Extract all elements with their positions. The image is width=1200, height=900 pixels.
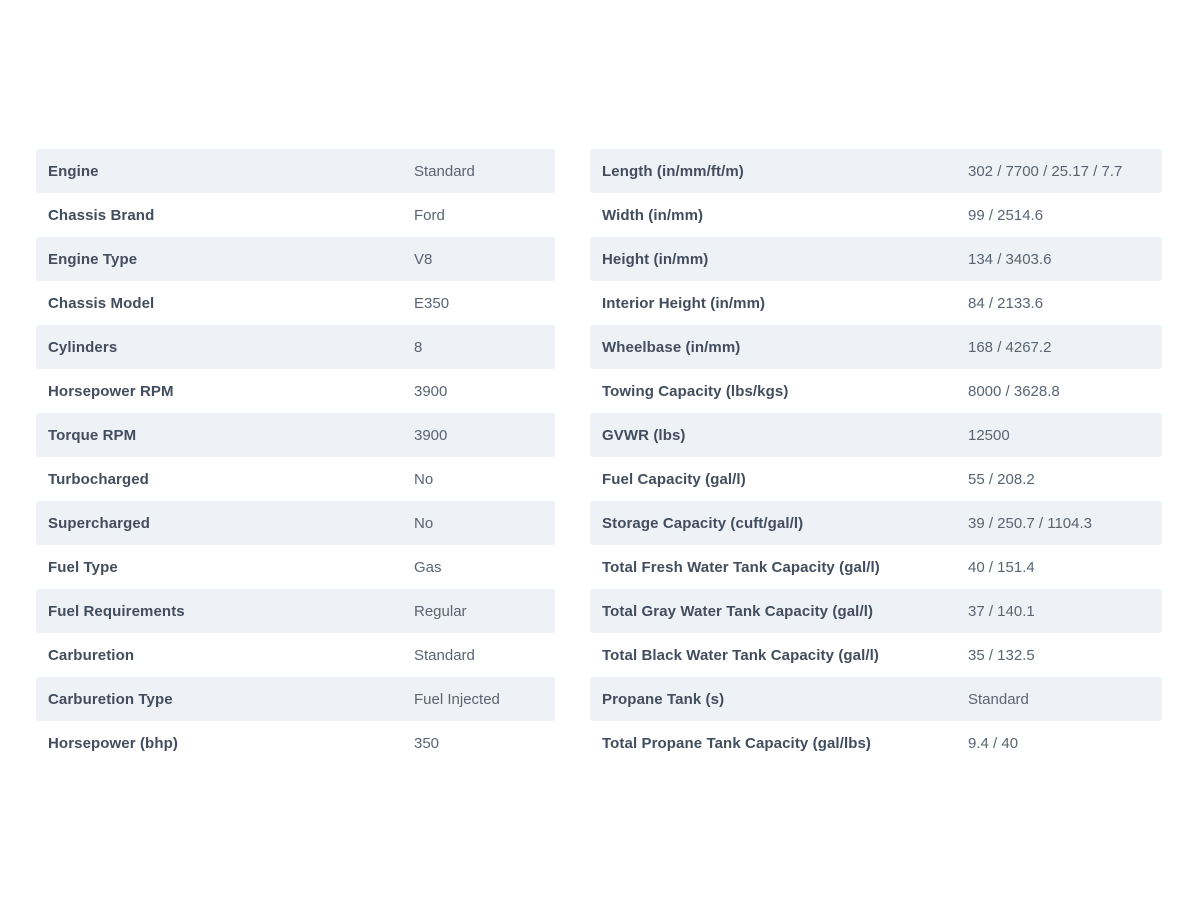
spec-label: Wheelbase (in/mm) xyxy=(602,338,741,356)
spec-row xyxy=(590,413,1162,457)
spec-label: Interior Height (in/mm) xyxy=(602,294,766,312)
engine-specs-table xyxy=(36,149,555,765)
spec-value: 3900 xyxy=(414,382,448,400)
spec-row xyxy=(36,589,555,633)
spec-row xyxy=(590,237,1162,281)
spec-value: 39 / 250.7 / 1104.3 xyxy=(968,514,1092,532)
spec-value: 12500 xyxy=(968,426,1010,444)
spec-row xyxy=(590,545,1162,589)
spec-label: Fuel Type xyxy=(48,558,118,576)
spec-label: Turbocharged xyxy=(48,470,149,488)
spec-label: Width (in/mm) xyxy=(602,206,704,224)
spec-label: Fuel Requirements xyxy=(48,602,185,620)
spec-row xyxy=(36,325,555,369)
spec-value: 84 / 2133.6 xyxy=(968,294,1044,312)
spec-label: Cylinders xyxy=(48,338,118,356)
spec-value: 168 / 4267.2 xyxy=(968,338,1052,356)
spec-value: 35 / 132.5 xyxy=(968,646,1035,664)
spec-value: 40 / 151.4 xyxy=(968,558,1035,576)
spec-value: 8000 / 3628.8 xyxy=(968,382,1060,400)
spec-label: Torque RPM xyxy=(48,426,137,444)
spec-value: 99 / 2514.6 xyxy=(968,206,1044,224)
spec-label: Length (in/mm/ft/m) xyxy=(602,162,744,180)
spec-value: Ford xyxy=(414,206,445,224)
spec-label: Height (in/mm) xyxy=(602,250,709,268)
spec-label: Chassis Brand xyxy=(48,206,155,224)
spec-row xyxy=(36,193,555,237)
spec-value: 9.4 / 40 xyxy=(968,734,1019,752)
spec-value: V8 xyxy=(414,250,433,268)
spec-row xyxy=(36,633,555,677)
spec-label: Horsepower (bhp) xyxy=(48,734,178,752)
spec-value: Standard xyxy=(414,646,475,664)
spec-row xyxy=(36,677,555,721)
spec-value: 350 xyxy=(414,734,440,752)
spec-value: 8 xyxy=(414,338,423,356)
spec-label: Fuel Capacity (gal/l) xyxy=(602,470,746,488)
spec-row xyxy=(36,281,555,325)
spec-value: 302 / 7700 / 25.17 / 7.7 xyxy=(968,162,1123,180)
spec-label: Horsepower RPM xyxy=(48,382,174,400)
spec-value: 134 / 3403.6 xyxy=(968,250,1052,268)
spec-row xyxy=(590,501,1162,545)
spec-row xyxy=(36,721,555,765)
spec-value: No xyxy=(414,514,434,532)
spec-label: Supercharged xyxy=(48,514,151,532)
spec-row xyxy=(36,545,555,589)
spec-value: 3900 xyxy=(414,426,448,444)
spec-label: Total Fresh Water Tank Capacity (gal/l) xyxy=(602,558,880,576)
spec-row xyxy=(590,193,1162,237)
spec-value: 37 / 140.1 xyxy=(968,602,1035,620)
spec-row xyxy=(36,369,555,413)
spec-row xyxy=(590,281,1162,325)
spec-value: Standard xyxy=(414,162,475,180)
spec-row xyxy=(36,413,555,457)
spec-row xyxy=(36,237,555,281)
spec-value: No xyxy=(414,470,434,488)
spec-value: 55 / 208.2 xyxy=(968,470,1035,488)
spec-label: Carburetion Type xyxy=(48,690,173,708)
spec-label: Engine Type xyxy=(48,250,138,268)
spec-label: Propane Tank (s) xyxy=(602,690,725,708)
dimension-capacity-specs-table xyxy=(590,149,1162,765)
spec-label: GVWR (lbs) xyxy=(602,426,686,444)
spec-row xyxy=(36,501,555,545)
spec-row xyxy=(590,721,1162,765)
spec-value: Standard xyxy=(968,690,1029,708)
spec-row xyxy=(590,369,1162,413)
spec-value: E350 xyxy=(414,294,450,312)
spec-row xyxy=(590,677,1162,721)
spec-row xyxy=(36,457,555,501)
spec-label: Chassis Model xyxy=(48,294,155,312)
spec-row xyxy=(590,589,1162,633)
spec-row xyxy=(590,149,1162,193)
spec-label: Total Propane Tank Capacity (gal/lbs) xyxy=(602,734,872,752)
spec-label: Total Gray Water Tank Capacity (gal/l) xyxy=(602,602,874,620)
spec-label: Engine xyxy=(48,162,99,180)
spec-label: Total Black Water Tank Capacity (gal/l) xyxy=(602,646,880,664)
spec-value: Gas xyxy=(414,558,442,576)
spec-value: Fuel Injected xyxy=(414,690,500,708)
spec-label: Towing Capacity (lbs/kgs) xyxy=(602,382,789,400)
spec-row xyxy=(590,325,1162,369)
spec-row xyxy=(36,149,555,193)
spec-value: Regular xyxy=(414,602,467,620)
spec-row xyxy=(590,633,1162,677)
spec-label: Storage Capacity (cuft/gal/l) xyxy=(602,514,804,532)
spec-row xyxy=(590,457,1162,501)
spec-label: Carburetion xyxy=(48,646,135,664)
